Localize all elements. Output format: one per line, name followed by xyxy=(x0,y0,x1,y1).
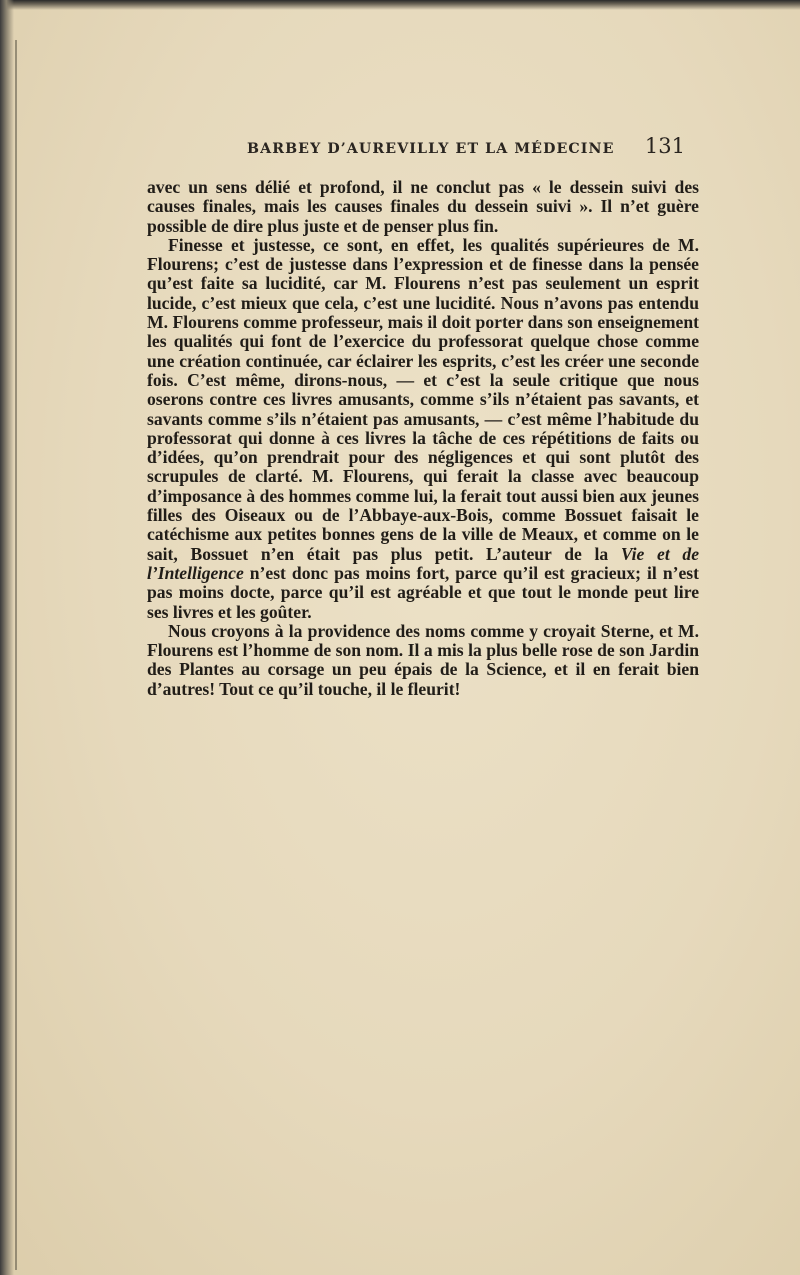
running-head xyxy=(247,134,687,160)
page-top-shadow xyxy=(0,0,800,10)
body-text xyxy=(147,178,699,699)
gutter-line xyxy=(15,40,17,1270)
paragraph-1 xyxy=(147,178,699,236)
paragraph-3-text: Nous croyons à la providence des noms comme y croyait Sterne, et M. Flourens est l’homme de son nom. Il a mis la plus belle rose de son Jardin des Plantes au corsage un peu épais de la Science, et il en ferait bien d’autres! Tout ce qu’il touche, il le fleurit! xyxy=(147,620,699,699)
page-binding-shadow xyxy=(0,0,14,1275)
book-title-italic: Vie et de l’Intelligence xyxy=(147,543,700,583)
paragraph-1-text: avec un sens délié et profond, il ne conclut pas « le dessein suivi des causes finales, mais les causes finales du dessein suivi ». Il n’et guère possible de dire plus juste et de penser plus fin. xyxy=(147,177,699,236)
paragraph-2-text: Finesse et justesse, ce sont, en effet, les qualités supérieures de M. Flourens; c’est de justesse dans l’expression et de finesse dans la pensée qu’est faite sa lucidité, car M. Flourens n’est pas seulement un esprit lucide, c’est mieux que cela, c’est une lucidité. Nous n’avons pas entendu M. Flourens comme professeur, mais il doit porter dans son enseignement les qualités qui font de l’exercice du professorat quelque chose comme une création continuée, car éclairer les esprits, c’est les créer une seconde fois. C’est même, dirons-nous, — et c’est la seule critique que nous oserons contre ces livres amusants, comme s’ils n’étaient pas savants, et savants comme s’ils n’étaient pas amusants, — c’est même l’habitude du professorat qui donne à ces livres la tâche de ces répétitions de faits ou d’idées, qu’on prendrait pour des négligences et qui sont plutôt des scrupules de clarté. M. Flourens, qui ferait la classe avec beaucoup d’imposance à des hommes comme lui, la ferait tout aussi bien aux jeunes filles des Oiseaux ou de l’Abbaye-aux-Bois, comme Bossuet faisait le catéchisme aux petites bonnes gens de la ville de Meaux, et comme on le sait, Bossuet n’en était pas plus petit. L’auteur de la xyxy=(147,234,699,564)
paragraph-3 xyxy=(147,622,699,699)
paragraph-2-text-end: n’est donc pas moins fort, parce qu’il est gracieux; il n’est pas moins docte, parce qu’il est agréable et que tout le monde peut lire ses livres et les goûter. xyxy=(147,562,699,622)
page-number: 131 xyxy=(644,134,685,158)
paragraph-2 xyxy=(147,236,699,622)
running-title: BARBEY D’AUREVILLY ET LA MÉDECINE xyxy=(247,141,615,157)
